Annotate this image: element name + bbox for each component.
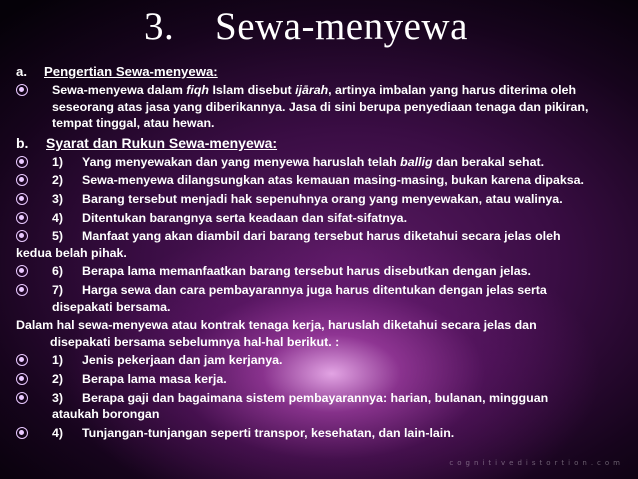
bullet-icon — [16, 230, 28, 242]
section-b-title: Syarat dan Rukun Sewa-menyewa: — [46, 134, 278, 151]
slide-content — [16, 60, 612, 443]
bullet-icon — [16, 354, 28, 366]
item-number: 6) — [52, 264, 64, 279]
item-text: Sewa-menyewa dilangsungkan atas kemauan masing-masing, bukan karena dipaksa. — [82, 173, 585, 188]
list-item — [16, 352, 612, 369]
item-number: 4) — [52, 210, 64, 225]
section-b-letter: b. — [16, 134, 29, 151]
list-item — [16, 228, 612, 261]
list-item — [16, 154, 612, 171]
bullet-icon — [16, 212, 28, 224]
bullet-icon — [16, 265, 28, 277]
item-number: 2) — [52, 371, 64, 386]
item-number: 1) — [52, 353, 64, 368]
item-number: 4) — [52, 425, 64, 440]
para-a-text-2: Islam disebut — [209, 83, 296, 97]
para-a-em-ijarah: ijārah — [295, 83, 329, 97]
bullet-icon — [16, 284, 28, 296]
para-a-line-3: tempat tinggal, atau hewan. — [52, 116, 215, 131]
item-text: Berapa gaji dan bagaimana sistem pembayarannya: harian, bulanan, mingguan — [82, 390, 549, 405]
bullet-icon — [16, 392, 28, 404]
item-text-end: dan berakal sehat. — [432, 154, 545, 169]
list-item — [16, 191, 612, 208]
bullet-icon — [16, 427, 28, 439]
list-item — [16, 263, 612, 280]
item-number: 2) — [52, 173, 64, 188]
list-item — [16, 425, 612, 442]
item-text: Barang tersebut menjadi hak sepenuhnya orang yang menyewakan, atau walinya. — [82, 191, 563, 206]
item-number: 3) — [52, 191, 64, 206]
item-text: Manfaat yang akan diambil dari barang tersebut harus diketahui secara jelas oleh — [82, 229, 561, 244]
slide-title — [0, 4, 638, 56]
section-b-heading — [16, 134, 612, 153]
para-a-text-1: Sewa-menyewa dalam — [52, 83, 187, 97]
item-text: Jenis pekerjaan dan jam kerjanya. — [82, 353, 283, 368]
item-text: Berapa lama memanfaatkan barang tersebut harus disebutkan dengan jelas. — [82, 264, 531, 279]
list-item — [16, 172, 612, 189]
item-text: Berapa lama masa kerja. — [82, 371, 227, 386]
item-continuation: ataukah borongan — [52, 407, 160, 422]
para-a-text-3: , artinya imbalan yang harus diterima oleh — [328, 83, 577, 97]
para-a-line-2: seseorang atas jasa yang diberikannya. Jasa di sini berupa penyediaan tenaga dan pikiran, — [52, 99, 589, 114]
item-number: 7) — [52, 282, 64, 297]
contract-paragraph-line-2: disepakati bersama sebelumnya hal-hal berikut. : — [50, 334, 340, 349]
title-text: Sewa-menyewa — [215, 5, 468, 48]
item-text: Ditentukan barangnya serta keadaan dan sifat-sifatnya. — [82, 210, 408, 225]
item-number: 5) — [52, 229, 64, 244]
item-emphasis: ballig — [400, 154, 433, 169]
section-a-paragraph — [16, 82, 612, 132]
section-a-title: Pengertian Sewa-menyewa: — [44, 64, 218, 79]
bullet-icon — [16, 373, 28, 385]
section-a-letter: a. — [16, 64, 27, 79]
bullet-icon — [16, 193, 28, 205]
item-continuation: kedua belah pihak. — [16, 245, 127, 260]
watermark: cognitivedistortion.com — [449, 459, 624, 467]
section-a-heading — [16, 62, 612, 81]
item-text: Yang menyewakan dan yang menyewa haruslah telah — [82, 154, 401, 169]
bullet-icon — [16, 84, 28, 96]
bullet-icon — [16, 156, 28, 168]
contract-paragraph-line-1: Dalam hal sewa-menyewa atau kontrak tenaga kerja, haruslah diketahui secara jelas dan — [16, 318, 537, 333]
item-text: Tunjangan-tunjangan seperti transpor, kesehatan, dan lain-lain. — [82, 425, 455, 440]
item-number: 3) — [52, 390, 64, 405]
list-item — [16, 210, 612, 227]
list-item — [16, 282, 612, 315]
list-item — [16, 371, 612, 388]
item-text: Harga sewa dan cara pembayarannya juga harus ditentukan dengan jelas serta — [82, 282, 547, 297]
para-a-em-fiqh: fiqh — [186, 83, 210, 97]
item-number: 1) — [52, 154, 64, 169]
list-item — [16, 390, 612, 423]
item-continuation: disepakati bersama. — [52, 299, 171, 314]
bullet-icon — [16, 174, 28, 186]
contract-paragraph — [16, 317, 612, 350]
title-number: 3. — [144, 5, 175, 48]
